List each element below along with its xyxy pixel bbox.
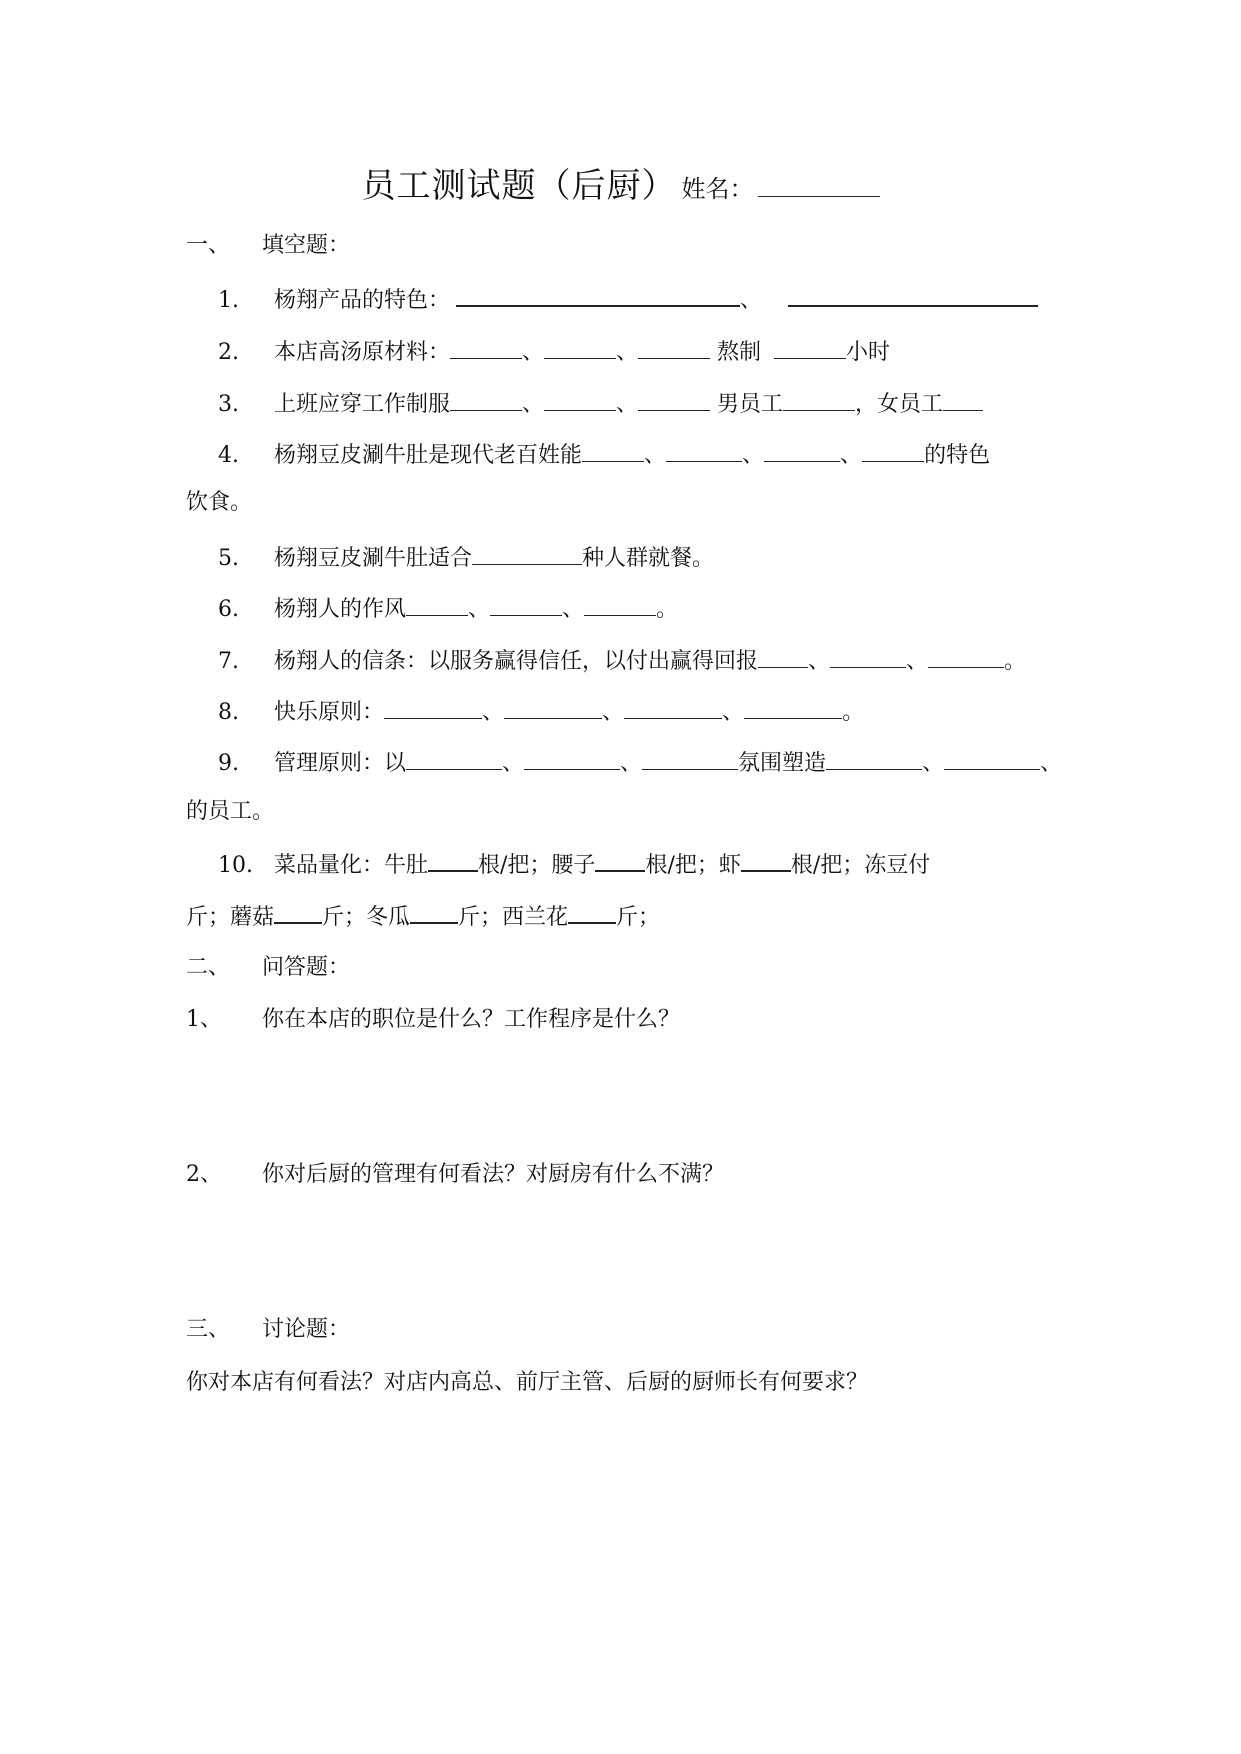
section-1-number: 一、	[186, 233, 231, 258]
answer-blank[interactable]	[450, 386, 522, 411]
question-text: 斤；冬瓜	[322, 905, 411, 930]
question-text: 种人群就餐。	[582, 546, 715, 571]
question-number: 1.	[218, 288, 239, 313]
question-number: 6.	[218, 597, 239, 622]
answer-blank[interactable]	[638, 386, 710, 411]
answer-blank[interactable]	[758, 643, 808, 668]
question-number: 10.	[218, 853, 253, 878]
separator: 、	[840, 443, 863, 468]
question-1-10	[218, 848, 930, 881]
answer-blank[interactable]	[928, 643, 1004, 668]
question-text: 杨翔产品的特色：	[274, 288, 451, 313]
answer-blank[interactable]	[524, 745, 620, 770]
separator: 、	[522, 340, 545, 365]
name-label: 姓名：	[681, 175, 754, 203]
question-1-9	[218, 745, 1062, 779]
question-text: 熬制	[710, 340, 769, 365]
separator: 、	[616, 340, 639, 365]
question-1-7	[218, 643, 1026, 677]
separator: 、	[922, 751, 945, 776]
question-1-4-continuation: 饮食。	[186, 490, 253, 515]
question-number: 9.	[218, 751, 239, 776]
question-text: 的特色	[924, 443, 991, 468]
section-1-heading	[186, 231, 350, 261]
question-text: 本店高汤原材料：	[274, 340, 451, 365]
question-text: 。	[842, 700, 865, 725]
answer-blank[interactable]	[406, 591, 468, 616]
question-number: 1、	[186, 1007, 222, 1032]
answer-blank[interactable]	[944, 745, 1040, 770]
answer-blank[interactable]	[783, 386, 855, 411]
question-text: 杨翔人的作风	[274, 597, 407, 622]
question-text: 根/把；腰子	[478, 853, 596, 878]
question-text: 斤；	[616, 905, 661, 930]
answer-blank[interactable]	[642, 745, 738, 770]
answer-blank[interactable]	[274, 900, 322, 924]
question-1-1	[218, 283, 1038, 316]
title-main: 员工测试题（后厨）	[361, 166, 677, 206]
question-number: 2.	[218, 340, 239, 365]
question-text: 斤；西兰花	[458, 905, 569, 930]
section-3-number: 三、	[186, 1317, 231, 1342]
question-1-6	[218, 591, 678, 625]
question-1-5	[218, 540, 714, 574]
question-1-9-continuation: 的员工。	[186, 799, 275, 824]
question-text: 管理原则：以	[274, 751, 407, 776]
section-2-label: 问答题：	[262, 955, 351, 980]
answer-blank[interactable]	[862, 437, 924, 462]
question-2-1	[186, 1005, 680, 1035]
question-number: 2、	[186, 1162, 222, 1187]
question-1-2	[218, 334, 890, 368]
question-2-2	[186, 1160, 724, 1190]
answer-blank[interactable]	[504, 694, 602, 719]
answer-blank[interactable]	[638, 334, 710, 359]
question-text: 氛围塑造	[738, 751, 827, 776]
separator: 、	[644, 443, 667, 468]
separator: 、	[620, 751, 643, 776]
question-number: 5.	[218, 546, 239, 571]
answer-blank[interactable]	[544, 334, 616, 359]
answer-blank[interactable]	[472, 540, 582, 565]
answer-blank[interactable]	[774, 334, 846, 359]
answer-blank[interactable]	[744, 694, 842, 719]
question-text: 。	[656, 597, 679, 622]
separator: 、	[906, 649, 929, 674]
question-text: 你在本店的职位是什么？工作程序是什么？	[262, 1007, 681, 1032]
question-number: 7.	[218, 649, 239, 674]
separator: 、	[1040, 751, 1063, 776]
answer-blank[interactable]	[490, 591, 562, 616]
question-text: 快乐原则：	[274, 700, 385, 725]
question-text: 男员工	[710, 392, 784, 417]
question-1-3	[218, 386, 983, 420]
question-number: 4.	[218, 443, 239, 468]
separator: 、	[616, 392, 639, 417]
discussion-question: 你对本店有何看法？对店内高总、前厅主管、后厨的厨师长有何要求？	[186, 1370, 869, 1395]
name-blank[interactable]	[758, 176, 880, 197]
answer-blank[interactable]	[406, 745, 502, 770]
answer-blank[interactable]	[943, 386, 983, 411]
section-2-number: 二、	[186, 955, 231, 980]
section-3-heading	[186, 1315, 350, 1345]
question-text: 杨翔人的信条：以服务赢得信任，以付出赢得回报	[274, 649, 759, 674]
answer-blank[interactable]	[826, 745, 922, 770]
separator: 、	[740, 288, 763, 313]
question-text: 你对后厨的管理有何看法？对厨房有什么不满？	[262, 1162, 725, 1187]
question-text: 杨翔豆皮涮牛肚适合	[274, 546, 473, 571]
question-text: 根/把；虾	[645, 853, 741, 878]
question-1-4	[218, 437, 990, 471]
question-text: 。	[1004, 649, 1027, 674]
section-1-label: 填空题：	[262, 233, 351, 258]
question-number: 8.	[218, 700, 239, 725]
answer-blank[interactable]	[582, 437, 644, 462]
separator: 、	[562, 597, 585, 622]
separator: 、	[482, 700, 505, 725]
question-text: ，女员工	[855, 392, 944, 417]
answer-blank[interactable]	[568, 900, 616, 924]
question-text: 菜品量化：牛肚	[274, 853, 429, 878]
question-1-8	[218, 694, 864, 728]
answer-blank[interactable]	[830, 643, 906, 668]
question-text: 小时	[846, 340, 891, 365]
answer-blank[interactable]	[428, 848, 478, 872]
separator: 、	[522, 392, 545, 417]
separator: 、	[742, 443, 765, 468]
document-title	[0, 158, 1241, 207]
question-text: 斤；蘑菇	[186, 905, 275, 930]
question-number: 3.	[218, 392, 239, 417]
answer-blank[interactable]	[624, 694, 722, 719]
separator: 、	[502, 751, 525, 776]
answer-blank[interactable]	[764, 437, 840, 462]
separator: 、	[722, 700, 745, 725]
separator: 、	[808, 649, 831, 674]
question-text: 杨翔豆皮涮牛肚是现代老百姓能	[274, 443, 583, 468]
answer-blank[interactable]	[666, 437, 742, 462]
section-2-heading	[186, 953, 350, 983]
answer-blank[interactable]	[741, 848, 791, 872]
separator: 、	[468, 597, 491, 622]
answer-blank[interactable]	[595, 848, 645, 872]
question-text: 上班应穿工作制服	[274, 392, 451, 417]
question-text: 根/把；冻豆付	[790, 853, 931, 878]
answer-blank[interactable]	[456, 283, 740, 307]
answer-blank[interactable]	[584, 591, 656, 616]
question-1-10-continuation	[186, 900, 660, 933]
answer-blank[interactable]	[450, 334, 522, 359]
answer-blank[interactable]	[410, 900, 458, 924]
answer-blank[interactable]	[788, 283, 1038, 307]
separator: 、	[602, 700, 625, 725]
section-3-label: 讨论题：	[262, 1317, 351, 1342]
answer-blank[interactable]	[384, 694, 482, 719]
answer-blank[interactable]	[544, 386, 616, 411]
